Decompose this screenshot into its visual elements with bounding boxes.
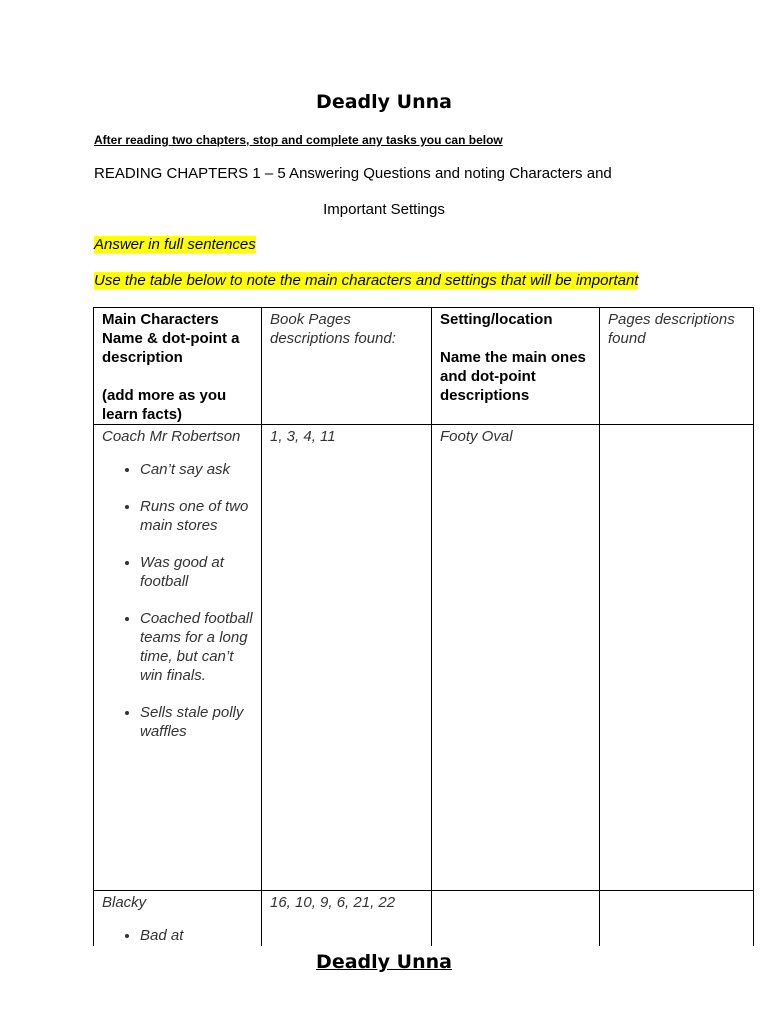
header-main-characters	[94, 308, 262, 425]
section-subheading: Important Settings	[323, 201, 445, 218]
highlight-instruction-1: Answer in full sentences	[94, 236, 256, 253]
setting-cell: Footy Oval	[432, 425, 600, 891]
header-main-characters-text: Main Characters Name & dot-point a description	[102, 311, 240, 366]
header-setting-pages: Pages descriptions found	[600, 308, 754, 425]
list-item: • Sells stale polly waffles	[140, 703, 253, 741]
table-row	[94, 425, 754, 891]
characters-settings-table	[93, 307, 754, 981]
character-bullets	[102, 460, 253, 741]
pages-cell: 1, 3, 4, 11	[262, 425, 432, 891]
list-item: • Runs one of two main stores	[140, 497, 253, 535]
header-add-more-text: (add more as you learn facts)	[102, 387, 227, 423]
list-item: • Bad at	[140, 926, 253, 945]
list-item: • Was good at football	[140, 553, 253, 591]
character-cell	[94, 425, 262, 891]
character-bullets	[102, 926, 253, 945]
setting-pages-cell	[600, 425, 754, 891]
character-name: Coach Mr Robertson	[102, 428, 241, 445]
list-item: • Can’t say ask	[140, 460, 253, 479]
pages-cell: 16, 10, 9, 6, 21, 22	[262, 891, 432, 981]
header-setting-desc: Name the main ones and dot-point descriptions	[440, 349, 586, 404]
header-book-pages: Book Pages descriptions found:	[262, 308, 432, 425]
header-setting	[432, 308, 600, 425]
footer-title: Deadly Unna	[316, 951, 452, 973]
character-name: Blacky	[102, 894, 147, 911]
list-item: • Coached football teams for a long time, but can’t win finals.	[140, 609, 253, 685]
instruction-text: After reading two chapters, stop and complete any tasks you can below	[94, 133, 503, 147]
section-heading: READING CHAPTERS 1 – 5 Answering Questions and noting Characters and	[94, 165, 612, 182]
highlight-instruction-2: Use the table below to note the main characters and settings that will be important	[94, 272, 639, 289]
table-header-row	[94, 308, 754, 425]
header-setting-title: Setting/location	[440, 311, 553, 328]
page-title: Deadly Unna	[316, 91, 452, 113]
